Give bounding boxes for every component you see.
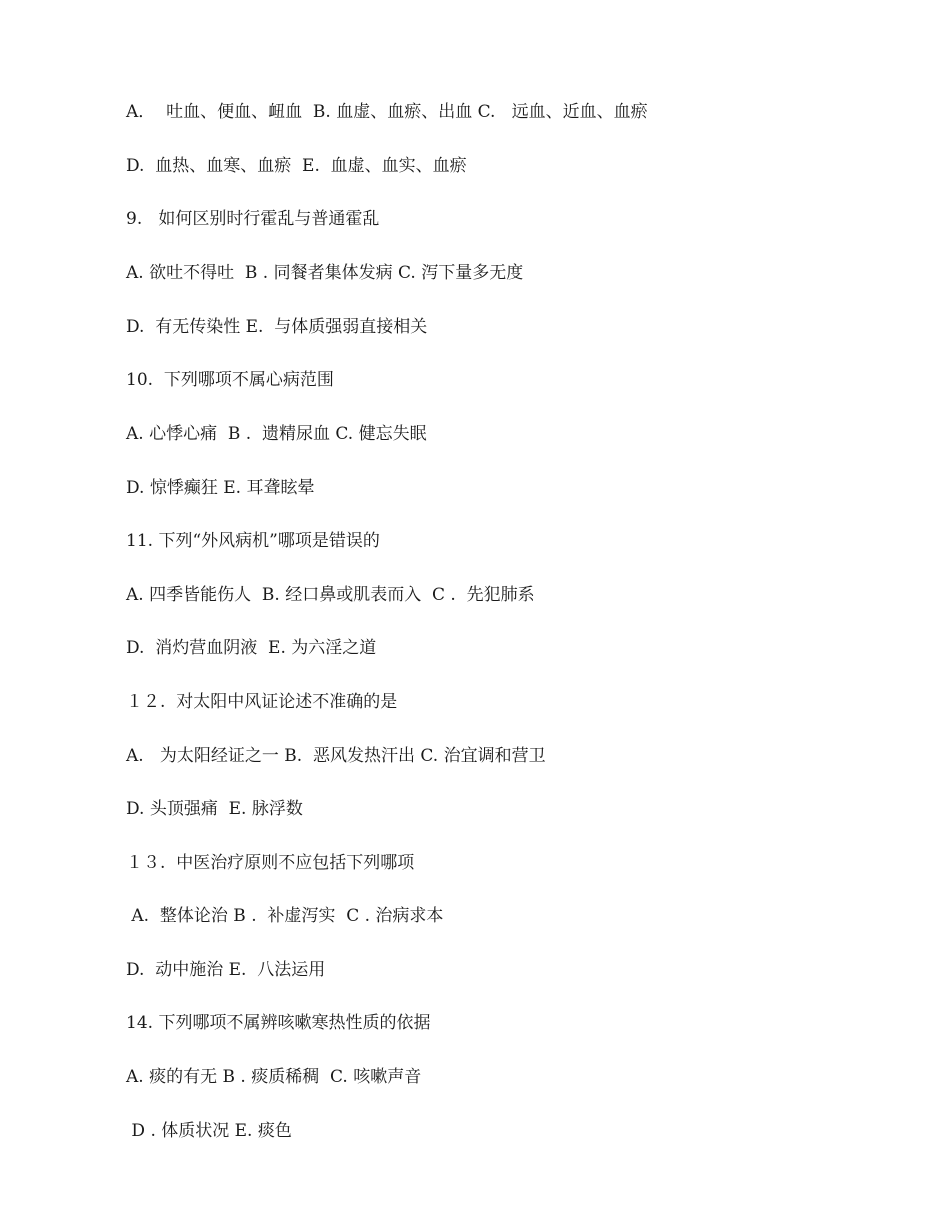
option-line-q12-de: D. 头顶强痛 E. 脉浮数	[126, 799, 303, 819]
question-12: １２. 对太阳中风证论述不准确的是	[126, 692, 398, 712]
option-line-q13-abc: A. 整体论治 B . 补虚泻实 C . 治病求本	[126, 906, 444, 926]
option-line-q8-abc: A． 吐血、便血、衄血 B. 血虚、血瘀、出血 C. 远血、近血、血瘀	[126, 102, 648, 122]
option-line-q10-de: D. 惊悸癫狂 E. 耳聋眩晕	[126, 478, 315, 498]
option-line-q12-abc: A. 为太阳经证之一 B. 恶风发热汗出 C. 治宜调和营卫	[126, 746, 546, 766]
option-line-q13-de: D. 动中施治 E. 八法运用	[126, 960, 326, 980]
option-line-q11-abc: A. 四季皆能伤人 B. 经口鼻或肌表而入 C . 先犯肺系	[126, 585, 535, 605]
question-9: 9. 如何区别时行霍乱与普通霍乱	[126, 209, 380, 229]
option-line-q11-de: D. 消灼营血阴液 E. 为六淫之道	[126, 638, 377, 658]
option-line-q9-abc: A. 欲吐不得吐 B . 同餐者集体发病 C. 泻下量多无度	[126, 263, 524, 283]
option-line-q14-abc: A. 痰的有无 B . 痰质稀稠 C. 咳嗽声音	[126, 1067, 422, 1087]
question-11: 11. 下列“外风病机”哪项是错误的	[126, 531, 380, 551]
question-14: 14. 下列哪项不属辨咳嗽寒热性质的依据	[126, 1013, 431, 1033]
option-line-q9-de: D. 有无传染性 E. 与体质强弱直接相关	[126, 317, 428, 337]
option-line-q10-abc: A. 心悸心痛 B . 遗精尿血 C. 健忘失眠	[126, 424, 427, 444]
option-line-q14-de: D . 体质状况 E. 痰色	[126, 1121, 292, 1141]
option-line-q8-de: D. 血热、血寒、血瘀 E. 血虚、血实、血瘀	[126, 156, 467, 176]
question-13: １３. 中医治疗原则不应包括下列哪项	[126, 853, 415, 873]
question-10: 10. 下列哪项不属心病范围	[126, 370, 334, 390]
